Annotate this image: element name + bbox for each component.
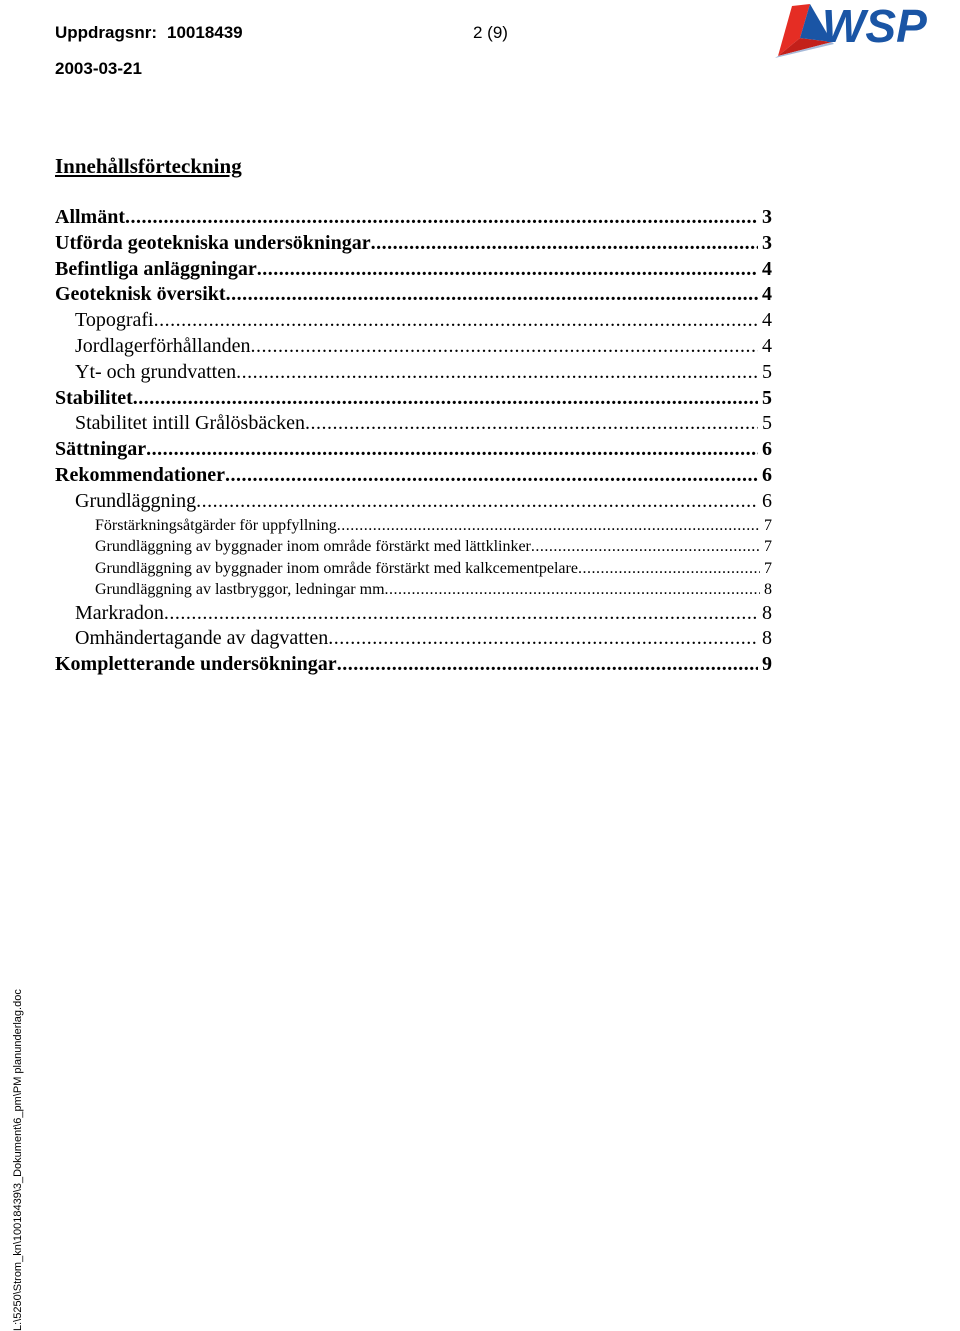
- toc-entry-title: Rekommendationer: [55, 463, 225, 486]
- toc-entry-title: Allmänt: [55, 206, 125, 228]
- toc-entry-page: 4: [762, 309, 772, 332]
- toc-entry-title: Grundläggning av lastbryggor, ledningar mm: [95, 581, 385, 599]
- toc-dot-leader: [226, 282, 758, 308]
- toc-entry[interactable]: [55, 601, 772, 627]
- toc-dot-leader: [196, 489, 758, 515]
- toc-entry[interactable]: [55, 231, 772, 257]
- toc-entry[interactable]: [55, 463, 772, 489]
- toc-entry-page: 7: [764, 538, 772, 556]
- toc-dot-leader: [250, 334, 758, 360]
- table-of-contents: [55, 205, 772, 678]
- page-number: 2 (9): [473, 23, 508, 42]
- toc-entry-page: 6: [762, 489, 772, 512]
- toc-entry[interactable]: [55, 579, 772, 601]
- toc-entry[interactable]: [55, 257, 772, 283]
- toc-entry-page: 9: [762, 653, 772, 676]
- toc-title: Innehållsförteckning: [55, 154, 242, 178]
- toc-dot-leader: [385, 579, 760, 601]
- toc-dot-leader: [146, 437, 758, 463]
- toc-entry-page: 4: [762, 257, 772, 280]
- toc-entry-page: 4: [762, 334, 772, 357]
- toc-entry-page: 3: [762, 231, 772, 254]
- toc-entry[interactable]: [55, 411, 772, 437]
- toc-entry-page: 7: [764, 516, 772, 534]
- toc-dot-leader: [125, 205, 758, 231]
- toc-entry-title: Utförda geotekniska undersökningar: [55, 231, 371, 254]
- toc-entry-title: Geoteknisk översikt: [55, 283, 226, 306]
- toc-entry-page: 6: [762, 463, 772, 486]
- toc-entry[interactable]: [55, 558, 772, 580]
- wsp-logo: [770, 0, 960, 62]
- toc-dot-leader: [154, 308, 758, 334]
- toc-entry[interactable]: [55, 386, 772, 412]
- toc-entry-title: Markradon: [75, 601, 164, 624]
- assignment-number: [55, 23, 243, 43]
- toc-entry-title: Kompletterande undersökningar: [55, 653, 337, 676]
- toc-entry[interactable]: [55, 205, 772, 231]
- toc-entry[interactable]: [55, 282, 772, 308]
- toc-entry-page: 5: [762, 412, 772, 435]
- toc-dot-leader: [531, 536, 760, 558]
- toc-entry-page: 5: [762, 386, 772, 409]
- toc-entry-page: 8: [762, 601, 772, 624]
- toc-entry[interactable]: [55, 515, 772, 537]
- toc-entry[interactable]: [55, 626, 772, 652]
- toc-entry-title: Stabilitet intill Grålösbäcken: [75, 412, 305, 435]
- toc-dot-leader: [225, 463, 758, 489]
- toc-dot-leader: [257, 257, 758, 283]
- toc-dot-leader: [236, 360, 758, 386]
- toc-dot-leader: [578, 558, 760, 580]
- toc-entry[interactable]: [55, 360, 772, 386]
- toc-entry-page: 6: [762, 438, 772, 461]
- toc-dot-leader: [305, 411, 758, 437]
- toc-dot-leader: [337, 652, 758, 678]
- toc-entry-page: 3: [762, 206, 772, 228]
- toc-entry[interactable]: [55, 489, 772, 515]
- toc-entry-title: Befintliga anläggningar: [55, 257, 257, 280]
- toc-dot-leader: [133, 386, 758, 412]
- toc-entry-title: Sättningar: [55, 438, 147, 461]
- toc-entry-title: Omhändertagande av dagvatten: [75, 627, 329, 650]
- toc-dot-leader: [337, 515, 760, 537]
- toc-entry-title: Grundläggning av byggnader inom område förstärkt med lättklinker: [95, 538, 531, 556]
- toc-entry-page: 5: [762, 360, 772, 383]
- toc-dot-leader: [164, 601, 758, 627]
- file-path: L:\5250\Strom_kn\10018439\3_Dokument\6_pm\PM planunderlag.doc: [12, 989, 24, 1331]
- toc-dot-leader: [328, 626, 758, 652]
- toc-entry[interactable]: [55, 652, 772, 678]
- toc-entry-title: Stabilitet: [55, 386, 133, 409]
- toc-entry-title: Jordlagerförhållanden: [75, 334, 251, 357]
- toc-entry[interactable]: [55, 437, 772, 463]
- toc-entry-title: Yt- och grundvatten: [75, 360, 237, 383]
- toc-entry-title: Förstärkningsåtgärder för uppfyllning: [95, 516, 337, 534]
- toc-entry-title: Topografi: [75, 309, 154, 332]
- toc-entry-title: Grundläggning av byggnader inom område förstärkt med kalkcementpelare: [95, 559, 578, 577]
- assignment-label: Uppdragsnr:: [55, 23, 157, 42]
- toc-entry-page: 8: [762, 627, 772, 650]
- toc-entry-page: 4: [762, 283, 772, 306]
- toc-entry-title: Grundläggning: [75, 489, 197, 512]
- toc-entry-page: 7: [764, 559, 772, 577]
- document-date: 2003-03-21: [55, 59, 142, 78]
- toc-dot-leader: [371, 231, 758, 257]
- toc-entry-page: 8: [764, 581, 772, 599]
- toc-entry[interactable]: [55, 334, 772, 360]
- toc-entry[interactable]: [55, 536, 772, 558]
- logo-text: WSP: [822, 0, 927, 52]
- toc-entry[interactable]: [55, 308, 772, 334]
- assignment-value: 10018439: [167, 23, 243, 42]
